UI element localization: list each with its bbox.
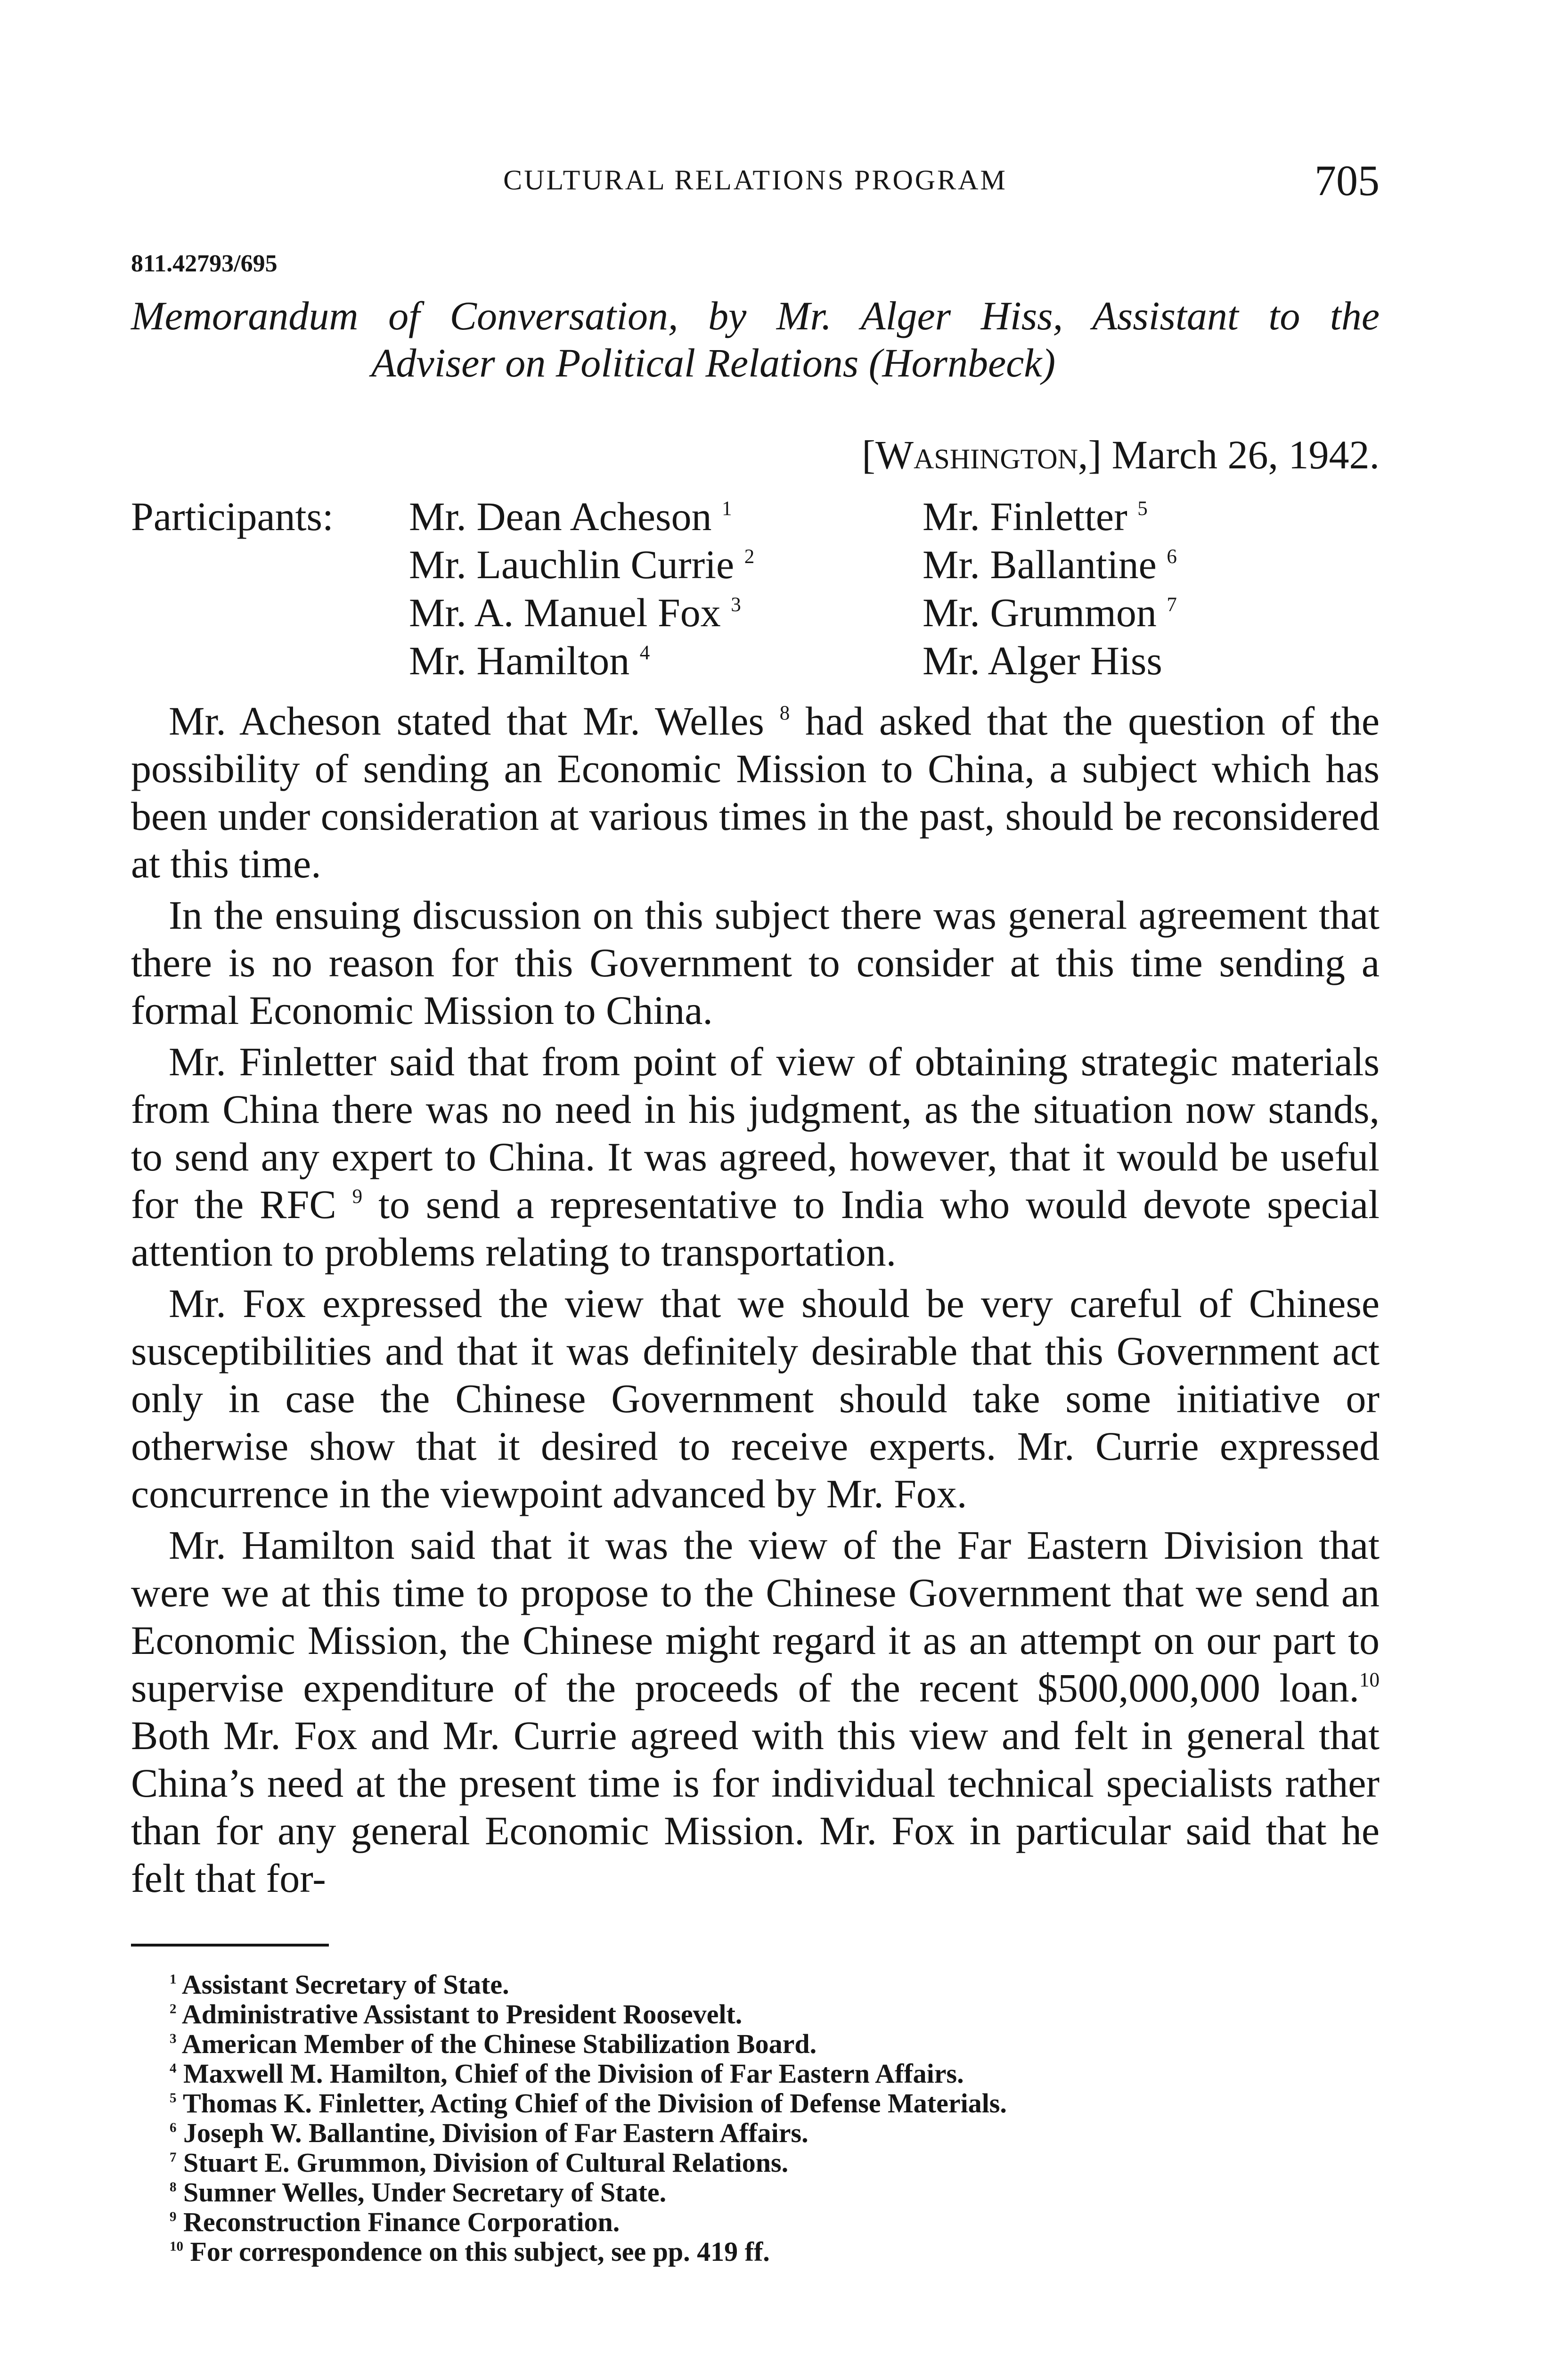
footnote-ref: 7 [1167,593,1177,616]
footnote: $^4$ Maxwell M. Hamilton, Chief of the Division of Far Eastern Affairs. [170,2058,964,2089]
footnote-ref: 8 [779,702,790,724]
footnote-ref: 10 [1359,1669,1380,1691]
footnote: $^7$ Stuart E. Grummon, Division of Cultural Relations. [170,2147,789,2178]
participant-name: Mr. Hamilton $^4$ [409,638,650,683]
page-number: 705 [1315,156,1380,205]
participant-name: Mr. Alger Hiss [923,638,1162,683]
footnote: $^5$ Thomas K. Finletter, Acting Chief of the Division of Defense Materials. [170,2088,1007,2119]
page-header [131,155,1380,207]
memo-title-line-1: Memorandum of Conversation, by Mr. Alger Hiss, Assistant to the [131,293,1380,338]
footnote: $^2$ Administrative Assistant to President Roosevelt. [170,1999,743,2029]
paragraph-1: Mr. Acheson stated that Mr. Welles $^8$ had asked that the question of the possibility of sending an Economic Mission to China, a subject which has been under consideration at various times in the past, should be reconsidered at this time. [131,698,1380,886]
footnote: $^3$ American Member of the Chinese Stabilization Board. [170,2029,817,2059]
dateline-bracket-close: ,] [1078,432,1102,477]
document-file-number: 811.42793/695 [131,250,278,277]
footnote: $^1$ Assistant Secretary of State. [170,1969,509,2000]
participants-left-column [409,492,754,685]
footnote-ref: 2 [744,545,755,568]
running-title: CULTURAL RELATIONS PROGRAM [503,164,1007,196]
footnote-ref: 1 [721,497,732,520]
footnote-divider [131,1944,329,1947]
footnote-ref: 6 [1167,545,1177,568]
participants-right-column [923,492,1177,685]
participant-name: Mr. Lauchlin Currie $^2$ [409,542,755,587]
footnote: $^{10}$ For correspondence on this subject, see pp. 419 ff. [170,2236,770,2267]
footnotes [131,1970,1380,2266]
paragraph-2: In the ensuing discussion on this subject there was general agreement that there is no reason for this Government to consider at this time sending a formal Economic Mission to China. [131,892,1380,1033]
dateline-place: Washington [875,432,1078,477]
footnote-ref: 3 [731,593,741,616]
memo-title [131,292,1380,386]
paragraph-3: Mr. Finletter said that from point of view of obtaining strategic materials from China there was no need in his judgment, as the situation now stands, to send any expert to China. It was agreed, however, that it would be useful for the RFC $^9$ to send a representative to India who would devote special attention to problems relating to transportation. [131,1039,1380,1275]
paragraph-4: Mr. Fox expressed the view that we should be very careful of Chinese susceptibilities and that it was definitely desirable that this Government act only in case the Chinese Government should take some initiative or otherwise show that it desired to receive experts. Mr. Currie expressed concurrence in the viewpoint advanced by Mr. Fox. [131,1281,1380,1516]
memo-body [131,697,1380,1902]
participant-name: Mr. A. Manuel Fox $^3$ [409,590,741,635]
dateline [862,431,1380,478]
footnote-ref: 9 [352,1185,363,1208]
footnote: $^6$ Joseph W. Ballantine, Division of Far Eastern Affairs. [170,2118,808,2148]
participants-label: Participants: [131,494,334,539]
dateline-bracket-open: [ [862,432,875,477]
participant-name: Mr. Ballantine $^6$ [923,542,1177,587]
paragraph-5: Mr. Hamilton said that it was the view of the Far Eastern Division that were we at this time to propose to the Chinese Government that we send an Economic Mission, the Chinese might regard it as an attempt on our part to supervise expenditure of the proceeds of the recent $500,000,000 loan.$^{10}$ Both Mr. Fox and Mr. Currie agreed with this view and felt in general that China’s need at the present time is for individual technical specialists rather than for any general Economic Mission. Mr. Fox in particular said that he felt that for- [131,1522,1380,1901]
memo-title-line-2: Adviser on Political Relations (Hornbeck) [371,340,1056,385]
footnote-ref: 4 [639,641,650,664]
participant-name: Mr. Finletter $^5$ [923,494,1148,539]
footnote-ref: 5 [1137,497,1148,520]
participant-name: Mr. Dean Acheson $^1$ [409,494,732,539]
footnote: $^9$ Reconstruction Finance Corporation. [170,2207,620,2237]
footnote: $^8$ Sumner Welles, Under Secretary of State. [170,2177,667,2208]
dateline-date: March 26, 1942. [1111,432,1380,477]
participant-name: Mr. Grummon $^7$ [923,590,1177,635]
